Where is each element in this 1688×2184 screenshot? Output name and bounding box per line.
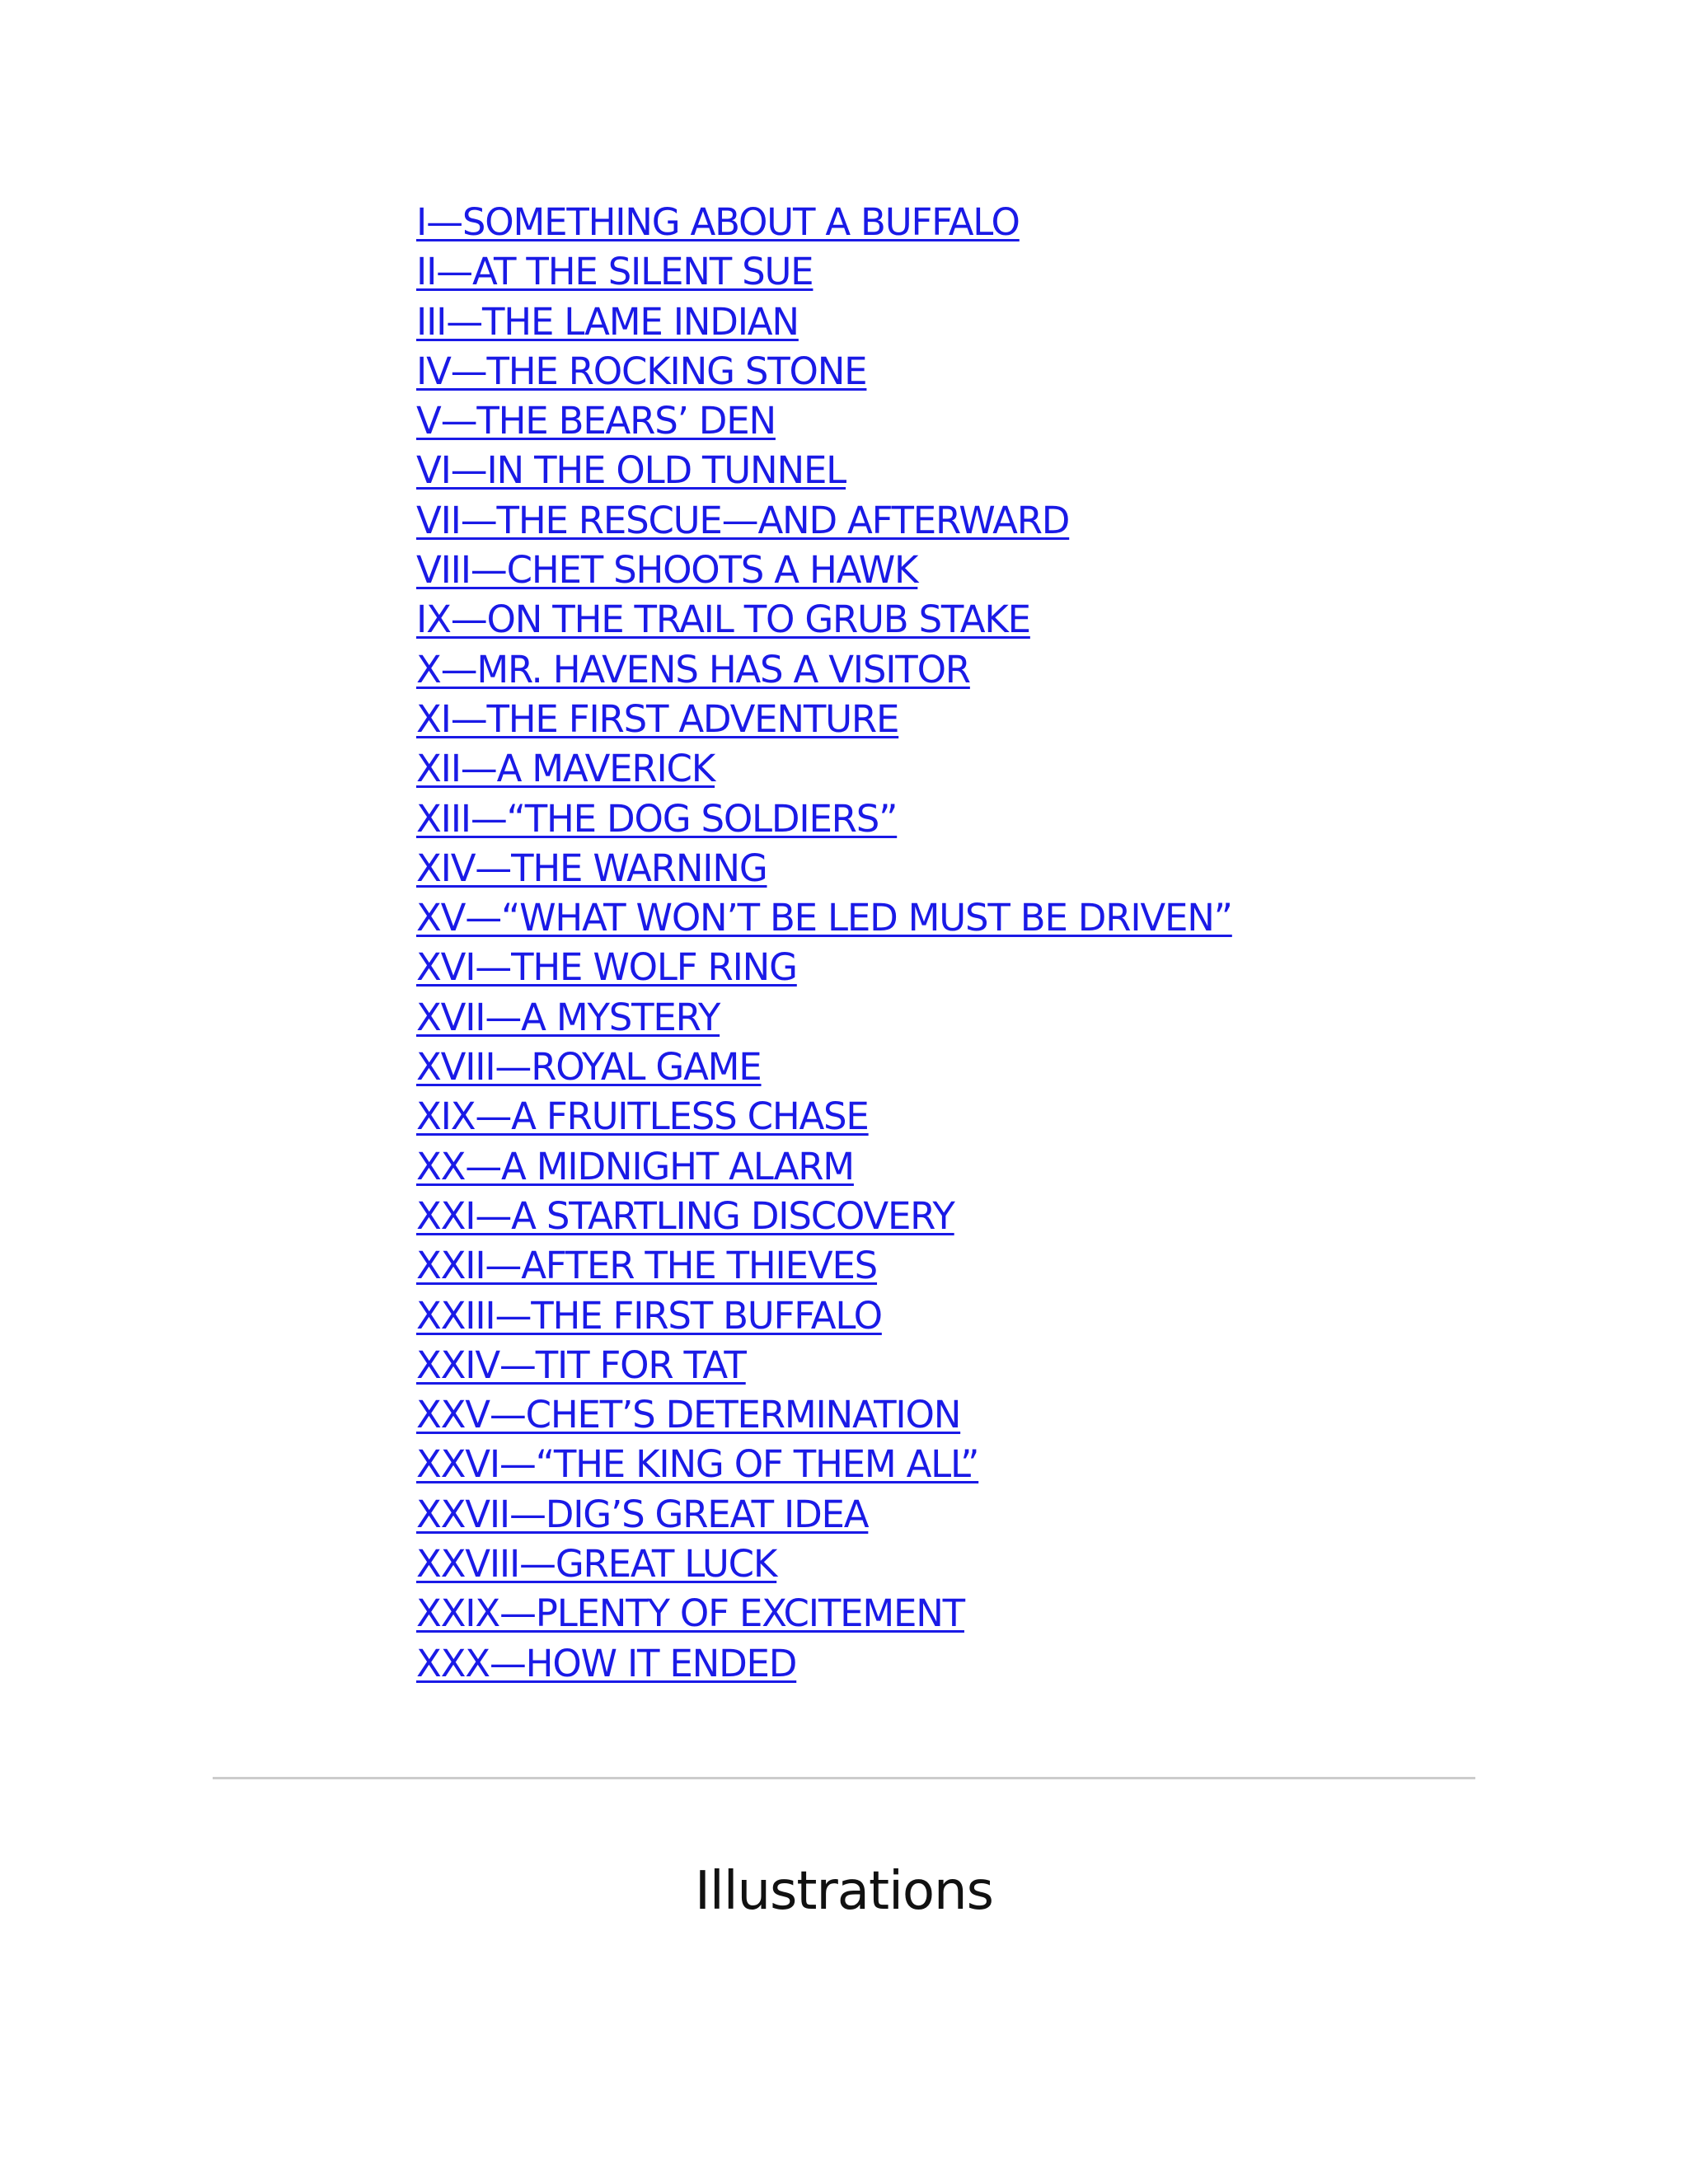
toc-item	[416, 1589, 1232, 1638]
toc-item	[416, 1092, 1232, 1141]
chapter-link[interactable]: XXIII—THE FIRST BUFFALO	[416, 1293, 882, 1338]
chapter-link[interactable]: II—AT THE SILENT SUE	[416, 250, 814, 294]
chapter-link[interactable]: XXVIII—GREAT LUCK	[416, 1542, 777, 1586]
chapter-link[interactable]: XXI—A STARTLING DISCOVERY	[416, 1193, 954, 1238]
toc-item	[416, 893, 1232, 943]
chapter-link[interactable]: XI—THE FIRST ADVENTURE	[416, 696, 899, 741]
chapter-link[interactable]: XXX—HOW IT ENDED	[416, 1641, 797, 1685]
chapter-link[interactable]: XX—A MIDNIGHT ALARM	[416, 1144, 854, 1188]
toc-item	[416, 695, 1232, 744]
chapter-link[interactable]: III—THE LAME INDIAN	[416, 299, 799, 344]
chapter-link[interactable]: XXIV—TIT FOR TAT	[416, 1343, 746, 1387]
toc-item	[416, 993, 1232, 1043]
chapter-link[interactable]: XXVI—“THE KING OF THEM ALL”	[416, 1442, 979, 1487]
chapter-link[interactable]: XIX—A FRUITLESS CHASE	[416, 1094, 869, 1139]
toc-item	[416, 1390, 1232, 1440]
chapter-link[interactable]: VI—IN THE OLD TUNNEL	[416, 448, 846, 493]
chapter-link[interactable]: XVI—THE WOLF RING	[416, 945, 797, 990]
section-divider	[213, 1777, 1475, 1779]
toc-item	[416, 943, 1232, 992]
table-of-contents	[416, 198, 1232, 1689]
toc-item	[416, 247, 1232, 297]
toc-item	[416, 198, 1232, 247]
toc-item	[416, 496, 1232, 546]
toc-item	[416, 347, 1232, 396]
chapter-link[interactable]: XVIII—ROYAL GAME	[416, 1045, 762, 1090]
toc-item	[416, 595, 1232, 644]
toc-item	[416, 396, 1232, 446]
toc-item	[416, 1142, 1232, 1192]
chapter-link[interactable]: XXVII—DIG’S GREAT IDEA	[416, 1492, 869, 1536]
chapter-link[interactable]: VIII—CHET SHOOTS A HAWK	[416, 548, 918, 593]
illustrations-heading: Illustrations	[695, 1861, 993, 1922]
chapter-link[interactable]: XV—“WHAT WON’T BE LED MUST BE DRIVEN”	[416, 896, 1232, 940]
chapter-link[interactable]: V—THE BEARS’ DEN	[416, 399, 776, 443]
toc-item	[416, 1341, 1232, 1390]
chapter-link[interactable]: VII—THE RESCUE—AND AFTERWARD	[416, 498, 1070, 542]
chapter-link[interactable]: XIV—THE WARNING	[416, 846, 767, 890]
toc-item	[416, 1440, 1232, 1489]
chapter-link[interactable]: IX—ON THE TRAIL TO GRUB STAKE	[416, 598, 1030, 642]
toc-item	[416, 1639, 1232, 1689]
toc-item	[416, 1540, 1232, 1589]
chapter-link[interactable]: X—MR. HAVENS HAS A VISITOR	[416, 647, 970, 691]
chapter-link[interactable]: XIII—“THE DOG SOLDIERS”	[416, 796, 898, 841]
toc-item	[416, 1490, 1232, 1540]
chapter-link[interactable]: XXII—AFTER THE THIEVES	[416, 1244, 878, 1288]
chapter-link[interactable]: XXV—CHET’S DETERMINATION	[416, 1393, 961, 1437]
toc-item	[416, 645, 1232, 695]
toc-item	[416, 1291, 1232, 1341]
toc-item	[416, 744, 1232, 794]
toc-item	[416, 1241, 1232, 1291]
toc-item	[416, 446, 1232, 495]
toc-item	[416, 844, 1232, 893]
chapter-link[interactable]: XII—A MAVERICK	[416, 747, 715, 791]
chapter-link[interactable]: XVII—A MYSTERY	[416, 995, 720, 1039]
chapter-link[interactable]: XXIX—PLENTY OF EXCITEMENT	[416, 1591, 964, 1636]
toc-item	[416, 1192, 1232, 1241]
toc-item	[416, 1043, 1232, 1092]
toc-item	[416, 794, 1232, 844]
chapter-link[interactable]: I—SOMETHING ABOUT A BUFFALO	[416, 200, 1020, 244]
toc-item	[416, 298, 1232, 347]
chapter-link[interactable]: IV—THE ROCKING STONE	[416, 349, 867, 393]
toc-item	[416, 546, 1232, 595]
